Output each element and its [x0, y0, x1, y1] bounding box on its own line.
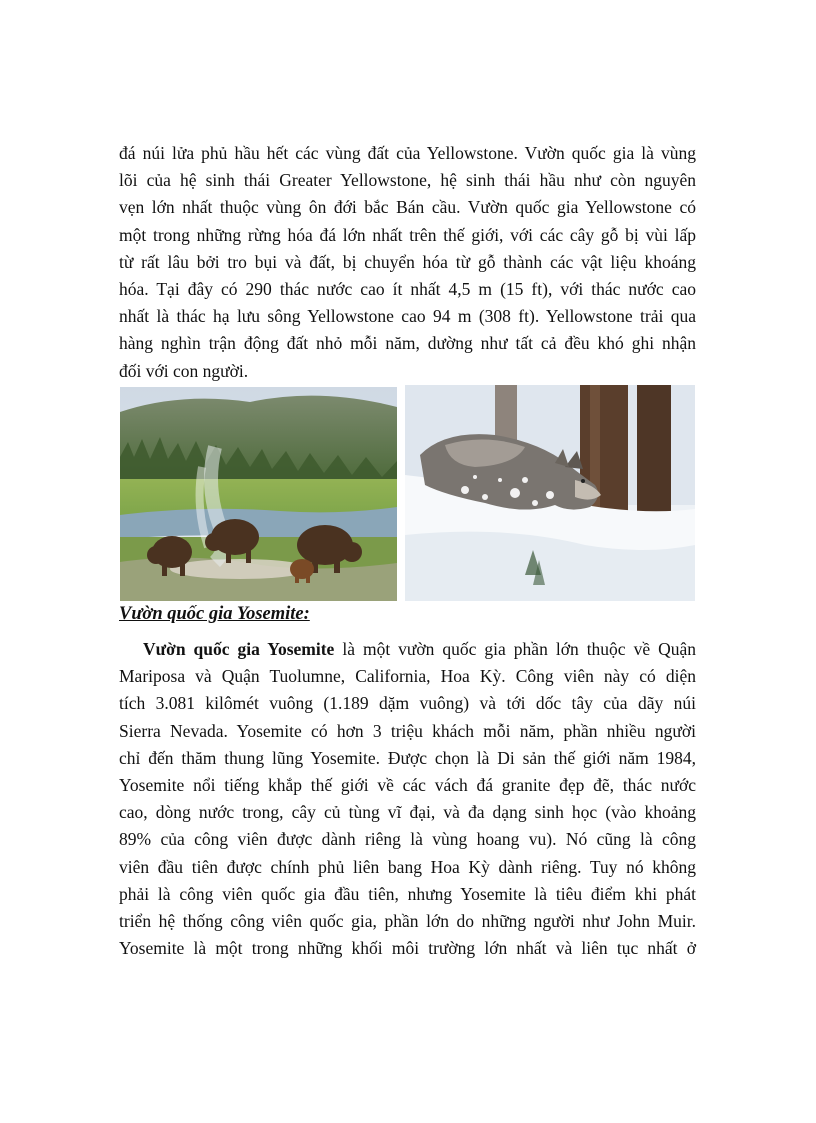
text-line: triển hệ thống công viên quốc gia, phần lớn do những người như John Muir. — [119, 911, 696, 932]
text-line: nhất là thác hạ lưu sông Yellowstone cao 94 m (308 ft). Yellowstone trải qua — [119, 306, 696, 327]
text-line: lõi của hệ sinh thái Greater Yellowstone, hệ sinh thái hầu như còn nguyên — [119, 170, 696, 191]
text-line: cao, dòng nước trong, cây củ tùng vĩ đại, và đa dạng sinh học (vào khoảng — [119, 802, 696, 823]
bison-geyser-photo — [120, 387, 397, 601]
text-line: Mariposa và Quận Tuolumne, California, Hoa Kỳ. Công viên này có diện — [119, 666, 696, 687]
wolf-snow-photo — [405, 385, 695, 601]
text-line: hàng nghìn trận động đất nhỏ mỗi năm, dường như tất cả đều khó ghi nhận — [119, 333, 696, 354]
text-line: đối với con người. — [119, 360, 249, 381]
text-line: một trong những rừng hóa đá lớn nhất trên thế giới, với các cây gỗ bị vùi lấp — [119, 224, 696, 245]
text-line: Yosemite là một trong những khối môi trường lớn nhất và liên tục nhất ở — [119, 938, 696, 959]
text-line — [119, 636, 696, 663]
text-line: 89% của công viên được dành riêng là vùng hoang vu). Nó cũng là công — [119, 829, 696, 850]
paragraph-yosemite — [119, 636, 696, 962]
text-line: vẹn lớn nhất thuộc vùng ôn đới bắc Bán cầu. Vườn quốc gia Yellowstone có — [119, 197, 696, 218]
text-line: phải là công viên quốc gia đầu tiên, nhưng Yosemite là tiêu điểm khi phát — [119, 883, 696, 904]
text-line: hóa. Tại đây có 290 thác nước cao ít nhất 4,5 m (15 ft), với thác nước cao — [119, 279, 696, 300]
paragraph-yellowstone — [119, 140, 696, 385]
text-line: đá núi lửa phủ hầu hết các vùng đất của Yellowstone. Vườn quốc gia là vùng — [119, 143, 696, 163]
text-line: tích 3.081 kilômét vuông (1.189 dặm vuông) và tới dốc tây của dãy núi — [119, 693, 696, 714]
text-line: viên đầu tiên được chính phủ liên bang Hoa Kỳ dành riêng. Tuy nó không — [119, 856, 696, 877]
text-line: Sierra Nevada. Yosemite có hơn 3 triệu khách mỗi năm, phần nhiều người — [119, 720, 696, 741]
lead-term: Vườn quốc gia Yosemite — [143, 639, 335, 659]
text-line: Yosemite nổi tiếng khắp thế giới về các vách đá granite đẹp đẽ, thác nước — [119, 775, 696, 796]
text-span: là một vườn quốc gia phần lớn thuộc về Quận — [334, 639, 696, 659]
section-heading-yosemite: Vườn quốc gia Yosemite: — [119, 604, 310, 624]
text-line: từ rất lâu bởi tro bụi và đất, bị chuyển hóa từ gỗ thành các vật liệu khoáng — [119, 251, 696, 272]
text-line: chỉ đến thăm thung lũng Yosemite. Được chọn là Di sản thế giới năm 1984, — [119, 747, 696, 768]
